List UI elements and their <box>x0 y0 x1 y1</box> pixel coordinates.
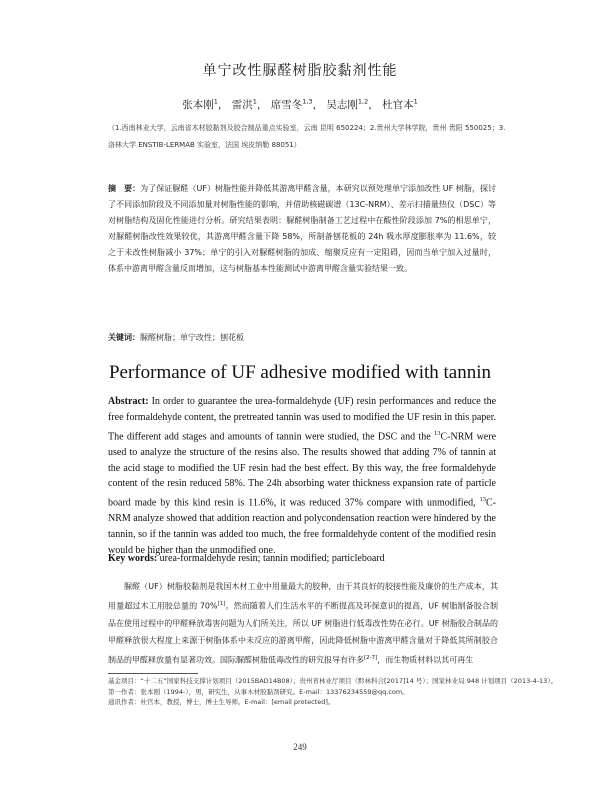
keywords-en <box>108 553 496 564</box>
author: 张本刚$^1$ <box>182 97 218 111</box>
footnotes <box>108 676 558 708</box>
abstract-cn <box>108 181 496 277</box>
keywords-cn <box>108 332 496 343</box>
author: 吴志刚$^{1,2}$ <box>326 97 369 111</box>
abstract-en: Abstract: In order to guarantee the urea-formaldehyde (UF) resin performances and reduce the free formaldehyde content, the pretreated tannin was used to modified the UF resin in this paper. The different add stages and amounts of tannin were studied, the DSC and the $^{13}$C-NRM were used to analyze the structure of the resins also. The results showed that adding 7% of tannin at the acid stage to modified the UF resin had the best effect. By this way, the free formaldehyde content of the resin reduced 58%. The 24h absorbing water thickness expansion rate of particle board made by this kind resin is 11.6%, it was reduced 37% compare with unmodified, $^{13}$C-NRM analyze showed that addition reaction and polycondensation reaction were hindered by the tannin, so if the tannin was added too much, the free formaldehyde content of the modified resin would be higher than the unmodified one. <box>108 396 497 556</box>
author: 杜官本$^1$ <box>382 97 418 111</box>
citation-ref[interactable]: [1] <box>217 600 226 607</box>
keywords-en-label: Key words: <box>108 553 158 564</box>
body-paragraph: 脲醛（UF）树脂胶黏剂是我国木材工业中用量最大的胶种，由于其良好的胶接性能及廉价的生产成本，其用量超过木工用胶总量的 70%[1]。然而随着人们生活水平的不断提高及环保意识的提高，UF 树脂制备胶合制品在使用过程中的甲醛释放毒害问题为人们所关注，所以 UF 树脂进行低毒改性势在必行。UF 树脂胶合制品的甲醛释放很大程度上来源于树脂体系中未反应的游离甲醛，因此降低树脂中游离甲醛含量对于降低其所制胶合制品的甲醛释放量有显著功效。国际脲醛树脂低毒改性的研究报导有许多[2-7]，而生物质材料以其可再生 <box>108 582 498 665</box>
author: 雷洪$^1$ <box>231 97 257 111</box>
citation-ref[interactable]: [2-7] <box>364 654 378 661</box>
keywords-en-text: urea-formaldehyde resin; tannin modified; particleboard <box>159 553 385 564</box>
affiliation-cn: （1.西南林业大学，云南省木材胶黏剂及胶合制品重点实验室，云南 昆明 650224；2.贵州大学林学院，贵州 贵阳 550025；3. 洛林大学 ENSTIB-LERMAB 实验室，法国 埃皮纳勒 88051） <box>108 124 506 149</box>
keywords-cn-label: 关键词： <box>108 333 140 342</box>
author-list-cn: 张本刚$^1$， 雷洪$^1$， 席雪冬$^{1,3}$， 吴志刚$^{1,2}$， 杜官本$^1$ <box>182 97 418 111</box>
footnote-divider <box>108 673 198 674</box>
paper-title-en: Performance of UF adhesive modified with tannin <box>108 362 491 383</box>
page-number: 249 <box>293 742 307 752</box>
paper-title-cn: 单宁改性脲醛树脂胶黏剂性能 <box>202 63 398 79</box>
abstract-cn-label: 摘 要： <box>108 184 141 193</box>
footnote-funding: 基金项目：“十二五”国家科技支撑计划项目（2015BAD14B08）；贵州省林业厅项目（黔林科合[2017]14 号）；国家林业局 948 计划项目（2013-4-13）。 <box>108 677 558 685</box>
abstract-cn-text: 为了保证脲醛（UF）树脂性能并降低其游离甲醛含量，本研究以预处理单宁添加改性 UF 树脂，探讨了不同添加阶段及不同添加量对树脂性能的影响，并借助核磁碳谱（13C-NRM）、差示扫描量热仪（DSC）等对树脂结构及固化性能进行分析。研究结果表明：脲醛树脂制备工艺过程中在酸性阶段添加 7%的相思单宁，对脲醛树脂改性效果较优，其游离甲醛含量下降 58%，所制备刨花板的 24h 吸水厚度膨胀率为 11.6%，较之于未改性树脂减小 37%；单宁的引入对脲醛树脂的加成、缩聚反应有一定阻碍，因而当单宁加入过量时，体系中游离甲醛含量反而增加，这与树脂基本性能测试中游离甲醛含量实验结果一致。 <box>108 184 496 273</box>
abstract-en-label: Abstract: <box>108 396 149 407</box>
footnote-first-author: 第一作者：张本刚（1994-），男，研究生，从事木材胶黏剂研究。E-mail：13376234559@qq.com。 <box>108 687 409 696</box>
keywords-cn-text: 脲醛树脂；单宁改性；刨花板 <box>140 333 244 342</box>
footnote-corresponding-author: 通讯作者：杜官本，教授，博士，博士生导师。E-mail：[email protected]。 <box>108 698 335 706</box>
author: 席雪冬$^{1,3}$ <box>270 97 313 111</box>
